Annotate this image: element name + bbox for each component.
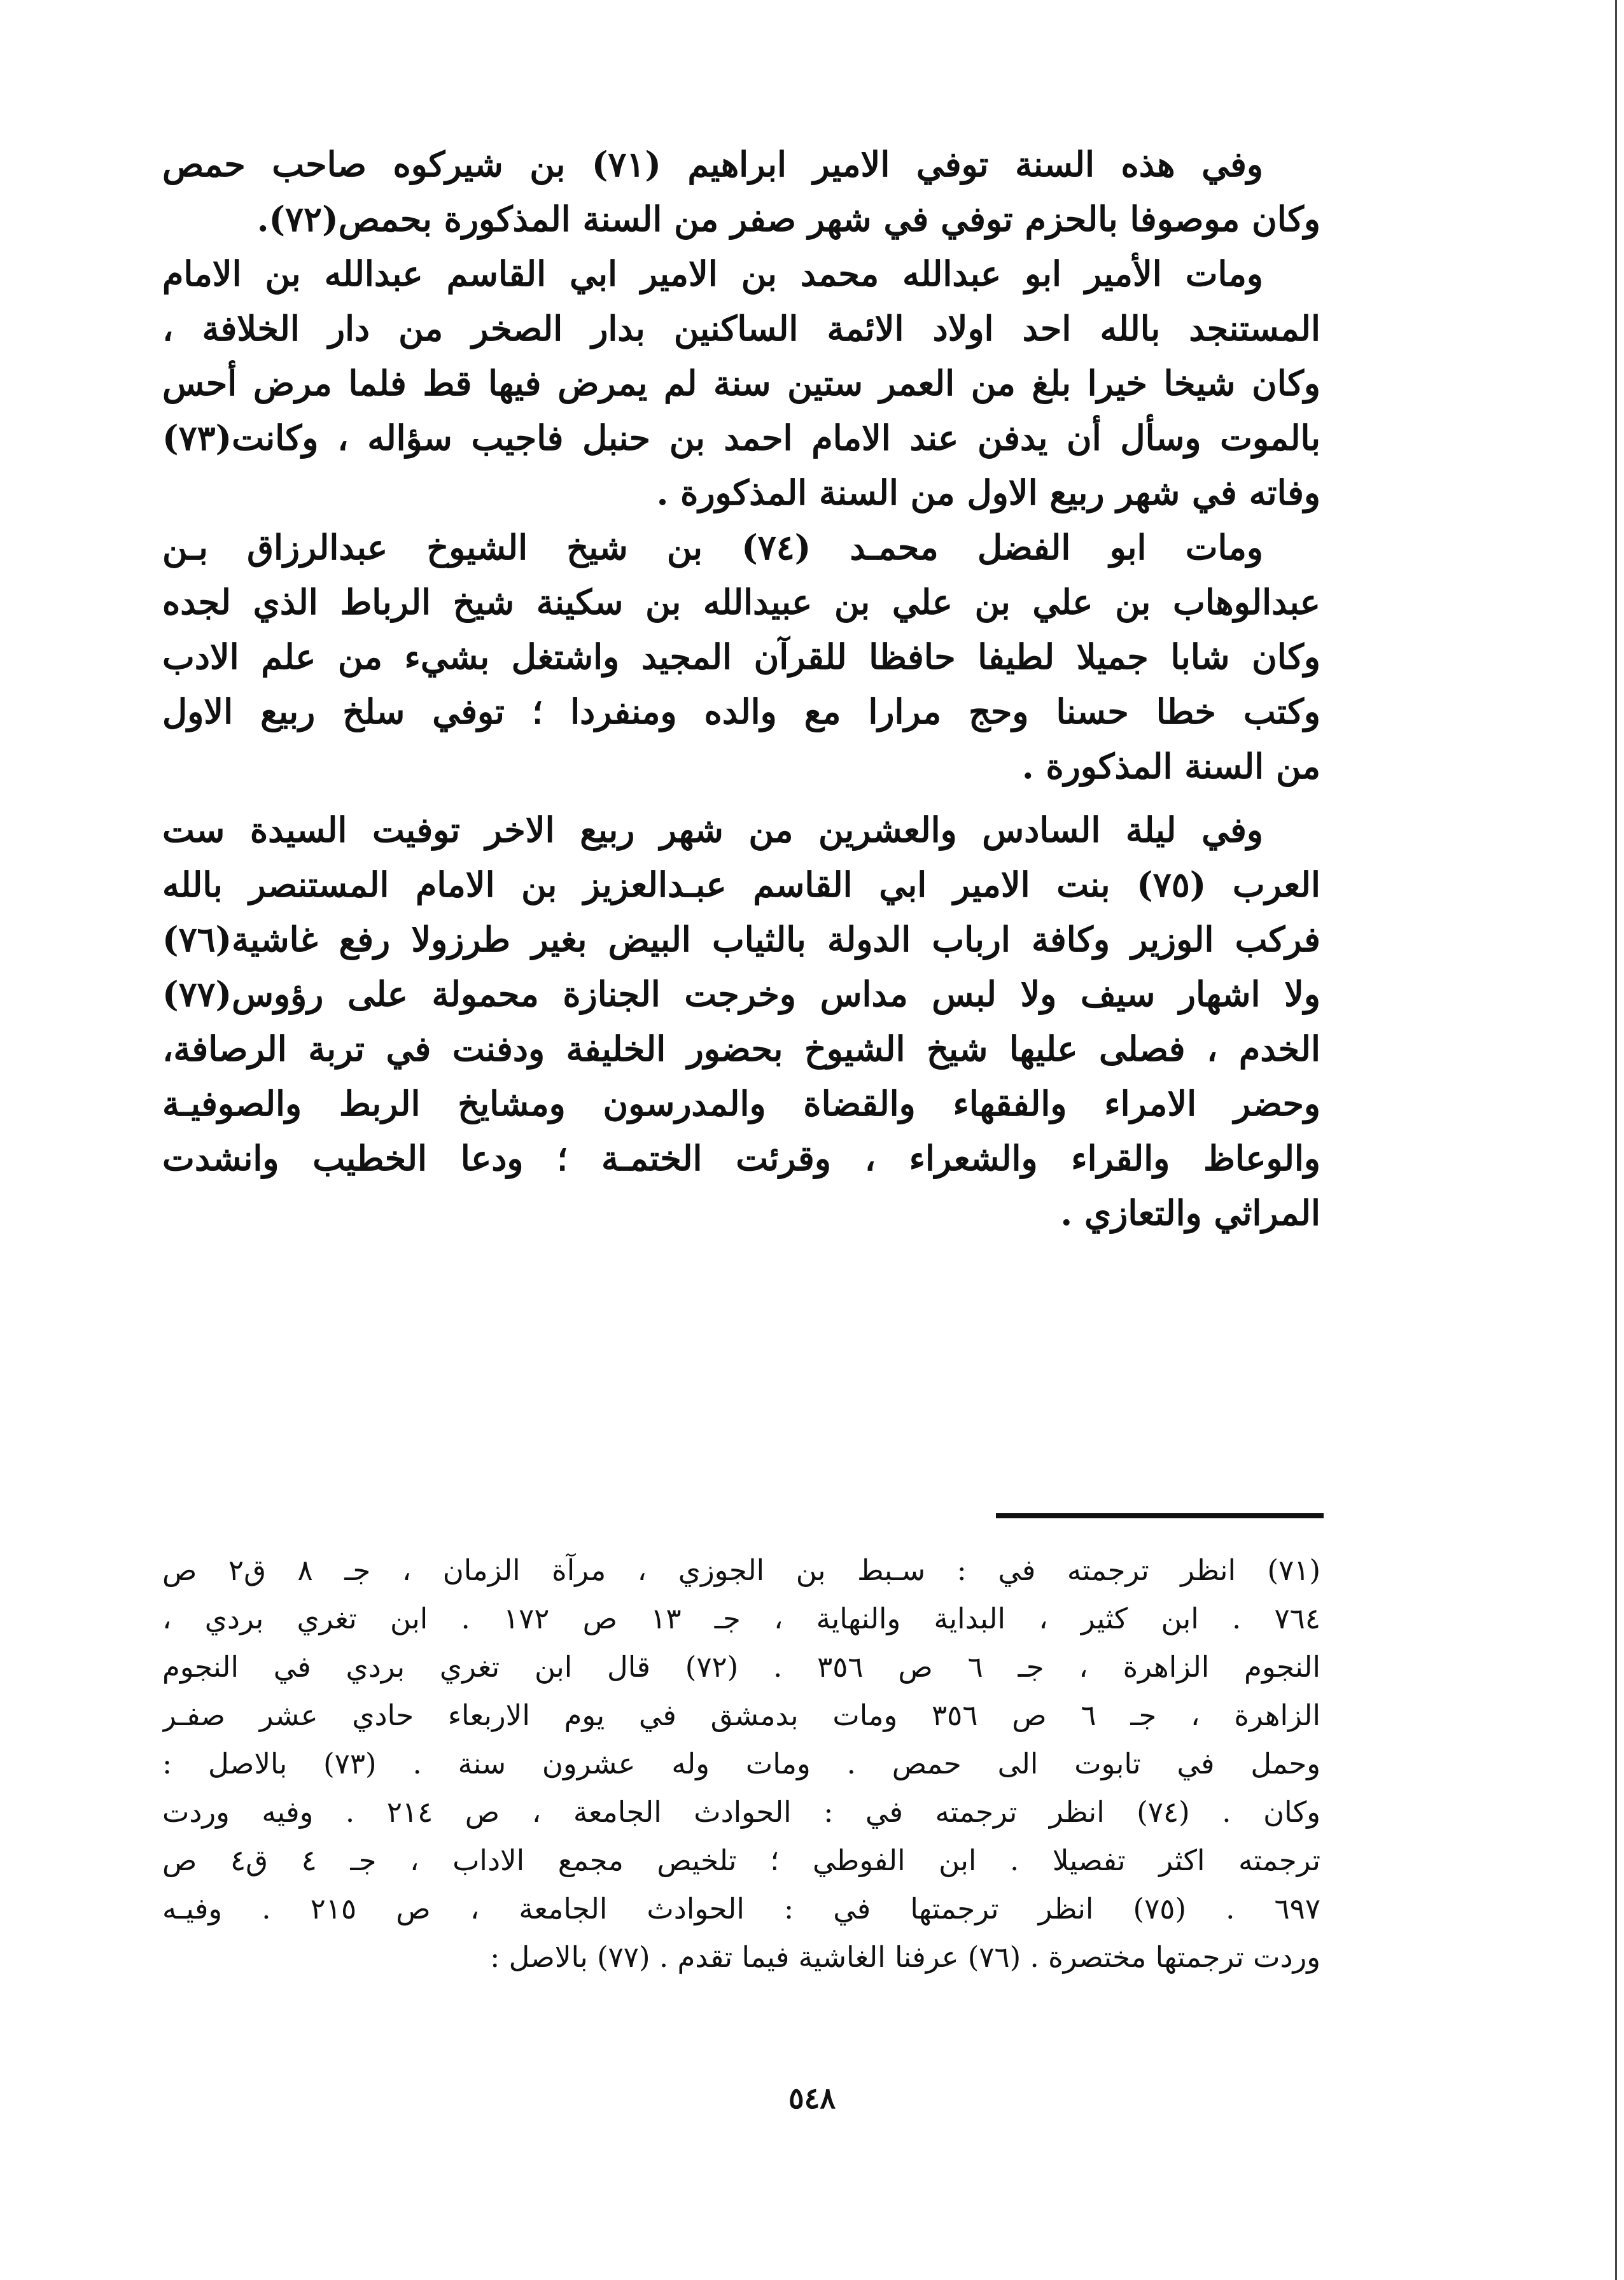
footnote-line: الزاهرة ، جـ ٦ ص ٣٥٦ ومات بدمشق في يوم الاربعاء حادي عشر صفـر bbox=[162, 1698, 1320, 1732]
footnotes bbox=[162, 1546, 1320, 1982]
text-line: ومات الأمير ابو عبدالله محمد بن الامير ابي القاسم عبدالله بن الامام bbox=[162, 253, 1263, 294]
footnote-line: ترجمته اكثر تفصيلا . ابن الفوطي ؛ تلخيص مجمع الاداب ، جـ ٤ ق٤ ص bbox=[162, 1843, 1320, 1877]
text-line: من السنة المذكورة . bbox=[1021, 746, 1320, 787]
text-line: فركب الوزير وكافة ارباب الدولة بالثياب البيض بغير طرزولا رفع غاشية(٧٦) bbox=[162, 919, 1320, 960]
text-line: المستنجد بالله احد اولاد الائمة الساكنين بدار الصخر من دار الخلافة ، bbox=[162, 308, 1320, 349]
page-number: ٥٤٨ bbox=[788, 2081, 836, 2115]
text-line: وكان شيخا خيرا بلغ من العمر ستين سنة لم يمرض فيها قط فلما مرض أحس bbox=[162, 363, 1320, 403]
text-line: وكان شابا جميلا لطيفا حافظا للقرآن المجيد واشتغل بشيء من علم الادب bbox=[162, 636, 1320, 677]
text-line: المراثي والتعازي . bbox=[1060, 1192, 1320, 1233]
footnote-line: (٧١) انظر ترجمته في : سـبط بن الجوزي ، مرآة الزمان ، جـ ٨ ق٢ ص bbox=[162, 1553, 1320, 1587]
footnote-line: وردت ترجمتها مختصرة . (٧٦) عرفنا الغاشية فيما تقدم . (٧٧) بالاصل : bbox=[490, 1940, 1320, 1974]
footnote-line: وكان . (٧٤) انظر ترجمته في : الحوادث الجامعة ، ص ٢١٤ . وفيه وردت bbox=[162, 1795, 1320, 1829]
text-line: وكان موصوفا بالحزم توفي في شهر صفر من السنة المذكورة بحمص(٧٢). bbox=[256, 199, 1320, 239]
text-line: بالموت وسأل أن يدفن عند الامام احمد بن حنبل فاجيب سؤاله ، وكانت(٧٣) bbox=[162, 417, 1320, 458]
text-line: وكتب خطا حسنا وحج مرارا مع والده ومنفردا ؛ توفي سلخ ربيع الاول bbox=[162, 691, 1320, 732]
text-line: وفي ليلة السادس والعشرين من شهر ربيع الاخر توفيت السيدة ست bbox=[162, 809, 1263, 850]
footnote-line: النجوم الزاهرة ، جـ ٦ ص ٣٥٦ . (٧٢) قال ابن تغري بردي في النجوم bbox=[162, 1650, 1320, 1684]
text-line: ولا اشهار سيف ولا لبس مداس وخرجت الجنازة محمولة على رؤوس(٧٧) bbox=[162, 974, 1320, 1014]
paragraph bbox=[162, 246, 1320, 520]
main-text bbox=[162, 137, 1320, 1240]
footnote-divider bbox=[996, 1513, 1324, 1518]
text-line: وفي هذه السنة توفي الامير ابراهيم (٧١) بن شيركوه صاحب حمص bbox=[162, 144, 1263, 185]
paragraph bbox=[162, 520, 1320, 794]
paragraph bbox=[162, 802, 1320, 1240]
text-line: الخدم ، فصلى عليها شيخ الشيوخ بحضور الخليفة ودفنت في تربة الرصافة، bbox=[162, 1028, 1320, 1069]
paragraph bbox=[162, 137, 1320, 246]
footnote-line: ٦٩٧ . (٧٥) انظر ترجمتها في : الحوادث الجامعة ، ص ٢١٥ . وفيـه bbox=[162, 1892, 1320, 1926]
footnote-line: ٧٦٤ . ابن كثير ، البداية والنهاية ، جـ ١٣ ص ١٧٢ . ابن تغري بردي ، bbox=[162, 1602, 1320, 1635]
text-line: ومات ابو الفضل محمـد (٧٤) بن شيخ الشيوخ عبدالرزاق بـن bbox=[162, 527, 1263, 568]
text-line: عبدالوهاب بن علي بن علي بن عبيدالله بن سكينة شيخ الرباط الذي لجده bbox=[162, 582, 1320, 622]
page-edge-line bbox=[1615, 0, 1617, 2280]
footnote-line: وحمل في تابوت الى حمص . ومات وله عشرون سنة . (٧٣) بالاصل : bbox=[162, 1747, 1320, 1780]
paragraph-gap bbox=[162, 794, 1320, 802]
text-line: العرب (٧٥) بنت الامير ابي القاسم عبـدالعزيز بن الامام المستنصر بالله bbox=[162, 864, 1320, 905]
text-line: والوعاظ والقراء والشعراء ، وقرئت الختمـة ؛ ودعا الخطيب وانشدت bbox=[162, 1138, 1320, 1178]
text-line: وفاته في شهر ربيع الاول من السنة المذكورة . bbox=[656, 472, 1320, 513]
text-line: وحضر الامراء والفقهاء والقضاة والمدرسون ومشايخ الربط والصوفيـة bbox=[162, 1083, 1320, 1124]
